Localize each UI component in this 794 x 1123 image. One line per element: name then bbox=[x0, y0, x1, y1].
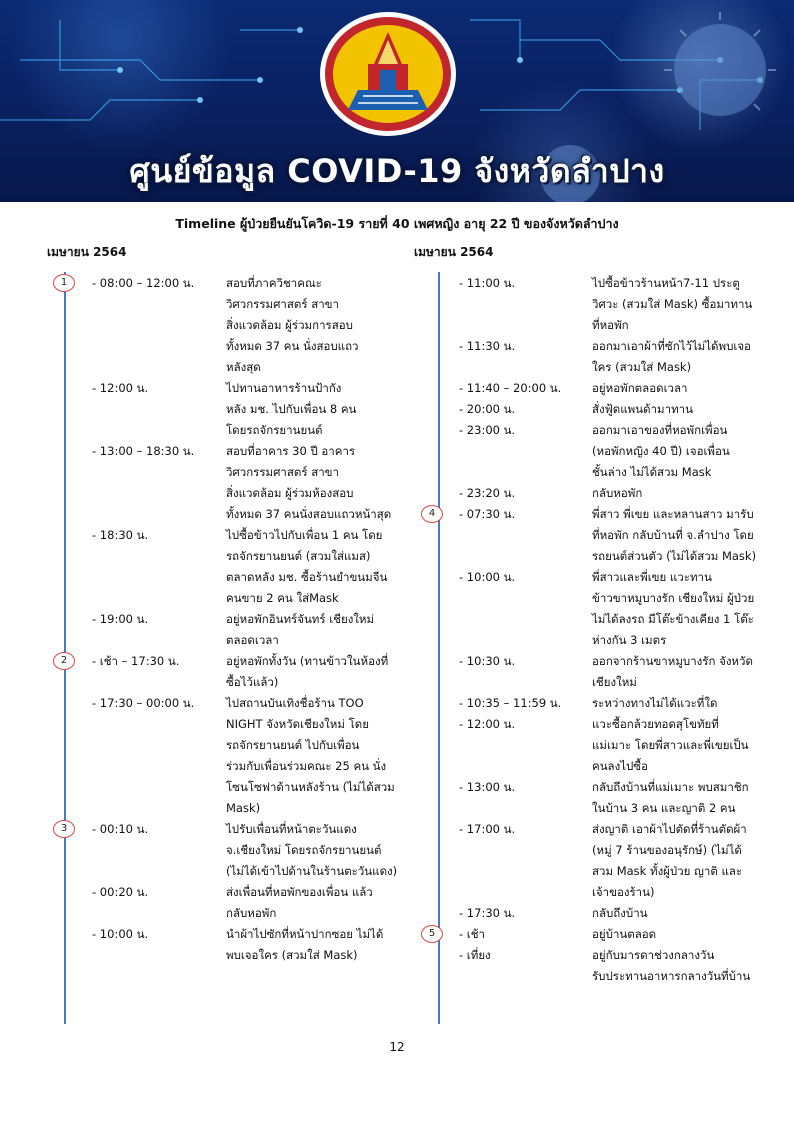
entry-description-line: ส่งญาติ เอาผ้าไปตัดที่ร้านตัดผ้า bbox=[592, 822, 747, 836]
entry-description-line: ไปรับเพื่อนที่หน้าตะวันแดง bbox=[226, 822, 357, 836]
entry-time: - 20:00 น. bbox=[459, 402, 516, 416]
entry-description-line: รถยนต์ส่วนตัว (ไม่ได้สวม Mask) bbox=[592, 549, 757, 563]
entry-description-line: สอบที่ภาควิชาคณะ bbox=[226, 276, 322, 290]
entry-description-line: NIGHT จังหวัดเชียงใหม่ โดย bbox=[226, 717, 369, 731]
entry-description-line: จ.เชียงใหม่ โดยรถจักรยานยนต์ bbox=[226, 843, 382, 857]
entry-description-line: ชั้นล่าง ไม่ได้สวม Mask bbox=[592, 465, 712, 479]
banner-title: ศูนย์ข้อมูล COVID-19 จังหวัดลำปาง bbox=[129, 152, 665, 190]
entry-time: - เช้า bbox=[459, 927, 485, 941]
entry-time: - 18:30 น. bbox=[92, 528, 149, 542]
entry-description-line: อยู่หอพักอินทร์จันทร์ เชียงใหม่ bbox=[226, 612, 375, 626]
entry-description-line: อยู่หอพักทั้งวัน (ทานข้าวในห้องที่ bbox=[226, 654, 389, 668]
entry-description-line: นำผ้าไปซักที่หน้าปากซอย ไม่ได้ bbox=[226, 927, 384, 941]
entry-description-line: ไปซื้อข้าวไปกับเพื่อน 1 คน โดย bbox=[226, 528, 383, 542]
entry-description-line: ระหว่างทางไม่ได้แวะที่ใด bbox=[592, 696, 718, 710]
entry-description-line: อยู่หอพักตลอดเวลา bbox=[592, 381, 688, 395]
entry-time: - เช้า – 17:30 น. bbox=[92, 654, 180, 668]
entry-description-line: ไปซื้อข้าวร้านหน้า7-11 ประตู bbox=[592, 276, 740, 290]
left-month-heading: เมษายน 2564 bbox=[47, 245, 127, 259]
entry-description-line: อยู่บ้านตลอด bbox=[592, 927, 657, 941]
entry-description-line: กลับถึงบ้าน bbox=[592, 906, 648, 920]
entry-description-line: สั่งฟู้ดแพนด้ามาทาน bbox=[592, 402, 693, 416]
entry-description-line: ที่หอพัก กลับบ้านที่ จ.ลำปาง โดย bbox=[592, 528, 754, 542]
entry-description-line: เจ้าของร้าน) bbox=[592, 885, 655, 899]
entry-description-line: รับประทานอาหารกลางวันที่บ้าน bbox=[592, 969, 751, 983]
entry-description-line: แวะซื้อกล้วยทอดสุโขทัยที่ bbox=[592, 717, 719, 731]
entry-description-line: วิศวกรรมศาสตร์ สาขา bbox=[226, 297, 339, 311]
entry-time: - 11:30 น. bbox=[459, 339, 516, 353]
entry-description-line: ห่างกัน 3 เมตร bbox=[592, 633, 667, 647]
entry-description-line: พี่สาว พี่เขย และหลานสาว มารับ bbox=[592, 507, 754, 521]
entry-description-line: คนขาย 2 คน ใส่Mask bbox=[226, 591, 339, 605]
entry-time: - 23:00 น. bbox=[459, 423, 516, 437]
right-month-heading: เมษายน 2564 bbox=[414, 245, 494, 259]
entry-description-line: โดยรถจักรยานยนต์ bbox=[226, 423, 323, 437]
day-marker: 3 bbox=[53, 820, 75, 838]
entry-description-line: วิศวกรรมศาสตร์ สาขา bbox=[226, 465, 339, 479]
entry-description-line: ใคร (สวมใส่ Mask) bbox=[592, 360, 692, 374]
entry-time: - 23:20 น. bbox=[459, 486, 516, 500]
entry-description-line: ข้าวขาหมูบางรัก เชียงใหม่ ผู้ป่วย bbox=[592, 591, 755, 605]
entry-description-line: (ไม่ได้เข้าไปด้านในร้านตะวันแดง) bbox=[226, 864, 398, 878]
left-timeline-line bbox=[64, 272, 66, 1024]
entry-time: - 12:00 น. bbox=[92, 381, 149, 395]
entry-time: - 08:00 – 12:00 น. bbox=[92, 276, 195, 290]
entry-time: - 13:00 – 18:30 น. bbox=[92, 444, 195, 458]
entry-time: - 11:00 น. bbox=[459, 276, 516, 290]
entry-description-line: แม่เมาะ โดยพี่สาวและพี่เขยเป็น bbox=[592, 738, 749, 752]
entry-time: - 13:00 น. bbox=[459, 780, 516, 794]
entry-description-line: ไปสถานบันเทิงชื่อร้าน TOO bbox=[226, 696, 364, 710]
document-title: Timeline ผู้ป่วยยืนยันโควิด-19 รายที่ 40 เพศหญิง อายุ 22 ปี ของจังหวัดลำปาง bbox=[175, 216, 619, 231]
entry-description-line: วิศวะ (สวมใส่ Mask) ซื้อมาทาน bbox=[592, 297, 753, 311]
entry-description-line: ตลอดเวลา bbox=[226, 633, 279, 647]
entry-description-line: โซนโซฟาด้านหลังร้าน (ไม่ได้สวม bbox=[226, 780, 395, 794]
entry-time: - 17:30 – 00:00 น. bbox=[92, 696, 195, 710]
entry-time: - 10:00 น. bbox=[92, 927, 149, 941]
entry-time: - 10:00 น. bbox=[459, 570, 516, 584]
entry-description-line: สิ่งแวดล้อม ผู้ร่วมห้องสอบ bbox=[226, 486, 354, 500]
entry-description-line: หลัง มช. ไปกับเพื่อน 8 คน bbox=[226, 402, 357, 416]
entry-description-line: ซื้อไว้แล้ว) bbox=[226, 675, 279, 689]
entry-description-line: ไม่ได้ลงรถ มีโต๊ะข้างเคียง 1 โต๊ะ bbox=[592, 612, 754, 626]
entry-description-line: พี่สาวและพี่เขย แวะทาน bbox=[592, 570, 712, 584]
entry-description-line: (หอพักหญิง 40 ปี) เจอเพื่อน bbox=[592, 444, 730, 458]
entry-description-line: ออกมาเอาผ้าที่ซักไว้ไม่ได้พบเจอ bbox=[592, 339, 751, 353]
day-marker: 2 bbox=[53, 652, 75, 670]
day-marker: 1 bbox=[53, 274, 75, 292]
day-marker: 4 bbox=[421, 505, 443, 523]
entry-description-line: รถจักรยานยนต์ (สวมใส่แมส) bbox=[226, 549, 371, 563]
entry-time: - 11:40 – 20:00 น. bbox=[459, 381, 562, 395]
entry-description-line: ออกมาเอาของที่หอพักเพื่อน bbox=[592, 423, 728, 437]
entry-time: - 00:10 น. bbox=[92, 822, 149, 836]
entry-description-line: ออกจากร้านขาหมูบางรัก จังหวัด bbox=[592, 654, 753, 668]
entry-description-line: คนลงไปซื้อ bbox=[592, 759, 649, 773]
page-number: 12 bbox=[389, 1040, 405, 1054]
entry-description-line: ไปทานอาหารร้านป้ากัง bbox=[226, 381, 342, 395]
entry-time: - 17:30 น. bbox=[459, 906, 516, 920]
entry-description-line: หลังสุด bbox=[226, 360, 261, 374]
day-marker: 5 bbox=[421, 925, 443, 943]
header-banner bbox=[0, 0, 794, 202]
entry-description-line: เชียงใหม่ bbox=[592, 675, 637, 689]
entry-description-line: กลับหอพัก bbox=[226, 906, 277, 920]
entry-description-line: ทั้งหมด 37 คนนั่งสอบแถวหน้าสุด bbox=[226, 507, 392, 521]
entry-time: - 17:00 น. bbox=[459, 822, 516, 836]
entry-description-line: ที่หอพัก bbox=[592, 318, 629, 332]
entry-description-line: สิ่งแวดล้อม ผู้ร่วมการสอบ bbox=[226, 318, 353, 332]
entry-time: - 19:00 น. bbox=[92, 612, 149, 626]
entry-description-line: สวม Mask ทั้งผู้ป่วย ญาติ และ bbox=[592, 864, 743, 878]
entry-description-line: ทั้งหมด 37 คน นั่งสอบแถว bbox=[226, 339, 359, 353]
entry-time: - 12:00 น. bbox=[459, 717, 516, 731]
entry-description-line: สอบที่อาคาร 30 ปี อาคาร bbox=[226, 444, 356, 458]
entry-description-line: Mask) bbox=[226, 801, 261, 815]
entry-description-line: กลับหอพัก bbox=[592, 486, 643, 500]
entry-time: - 10:35 – 11:59 น. bbox=[459, 696, 562, 710]
entry-time: - 10:30 น. bbox=[459, 654, 516, 668]
entry-description-line: พบเจอใคร (สวมใส่ Mask) bbox=[226, 948, 358, 962]
entry-description-line: ร่วมกับเพื่อนร่วมคณะ 25 คน นั่ง bbox=[226, 759, 387, 773]
entry-time: - 00:20 น. bbox=[92, 885, 149, 899]
entry-description-line: ในบ้าน 3 คน และญาติ 2 คน bbox=[592, 801, 736, 815]
entry-description-line: รถจักรยานยนต์ ไปกับเพื่อน bbox=[226, 738, 360, 752]
entry-description-line: อยู่กับมารดาช่วงกลางวัน bbox=[592, 948, 715, 962]
lampang-seal-icon bbox=[318, 10, 458, 138]
right-timeline-line bbox=[438, 272, 440, 1024]
entry-description-line: กลับถึงบ้านที่แม่เมาะ พบสมาชิก bbox=[592, 780, 749, 794]
entry-description-line: ส่งเพื่อนที่หอพักของเพื่อน แล้ว bbox=[226, 885, 373, 899]
entry-time: - 07:30 น. bbox=[459, 507, 516, 521]
entry-time: - เที่ยง bbox=[459, 948, 491, 962]
entry-description-line: ตลาดหลัง มช. ซื้อร้านยำขนมจีน bbox=[226, 570, 388, 584]
entry-description-line: (หมู่ 7 ร้านของอนุรักษ์) (ไม่ได้ bbox=[592, 843, 742, 857]
